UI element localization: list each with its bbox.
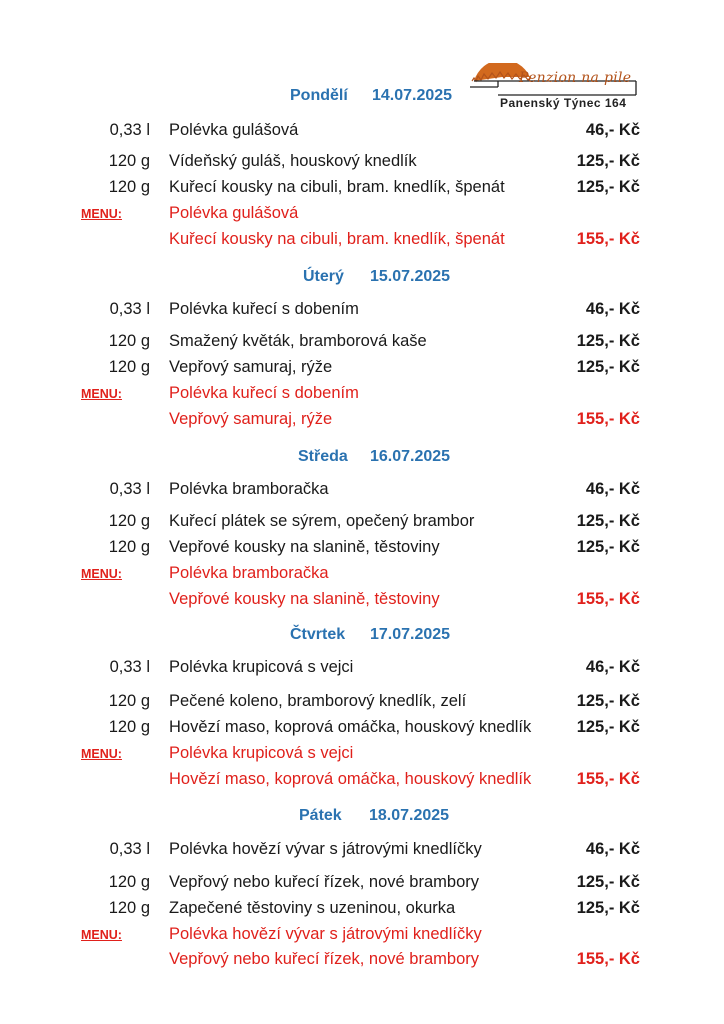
main-row (0, 332, 724, 356)
menu-soup: Polévka kuřecí s dobením (169, 384, 359, 402)
menu-soup-row (0, 564, 724, 588)
day-date: 14.07.2025 (372, 87, 453, 104)
main-row (0, 899, 724, 923)
menu-main: Kuřecí kousky na cibuli, bram. knedlík, špenát (169, 230, 505, 248)
main-qty: 120 g (108, 178, 150, 196)
soup-qty: 0,33 l (109, 121, 150, 139)
main-row (0, 178, 724, 202)
day-name: Pondělí (290, 87, 348, 104)
menu-soup: Polévka hovězí vývar s játrovými knedlíčky (169, 925, 482, 943)
menu-main-row (0, 770, 724, 794)
soup-row (0, 121, 724, 145)
main-qty: 120 g (108, 692, 150, 710)
logo-name: Penzion na pile (519, 70, 632, 86)
soup-name: Polévka krupicová s vejci (169, 658, 354, 676)
day-date: 18.07.2025 (369, 807, 450, 824)
main-row (0, 152, 724, 176)
soup-row (0, 840, 724, 864)
menu-main-row (0, 590, 724, 614)
soup-row (0, 658, 724, 682)
day-name: Středa (298, 448, 348, 465)
menu-soup: Polévka krupicová s vejci (169, 744, 354, 762)
main-row (0, 718, 724, 742)
day-name: Pátek (299, 807, 342, 824)
main-price: 125,- Kč (576, 358, 640, 376)
menu-main: Vepřové kousky na slanině, těstoviny (169, 590, 440, 608)
main-row (0, 538, 724, 562)
menu-price: 155,- Kč (576, 590, 640, 608)
main-qty: 120 g (108, 718, 150, 736)
main-qty: 120 g (108, 899, 150, 917)
menu-label: MENU: (81, 928, 122, 942)
menu-soup: Polévka gulášová (169, 204, 299, 222)
main-price: 125,- Kč (576, 512, 640, 530)
main-name: Vepřové kousky na slanině, těstoviny (169, 538, 440, 556)
main-name: Smažený květák, bramborová kaše (169, 332, 427, 350)
menu-label: MENU: (81, 387, 122, 401)
main-qty: 120 g (108, 512, 150, 530)
menu-price: 155,- Kč (576, 230, 640, 248)
main-qty: 120 g (108, 873, 150, 891)
main-name: Vídeňský guláš, houskový knedlík (169, 152, 417, 170)
main-price: 125,- Kč (576, 152, 640, 170)
main-qty: 120 g (108, 332, 150, 350)
main-qty: 120 g (108, 152, 150, 170)
menu-price: 155,- Kč (576, 770, 640, 788)
menu-main: Vepřový nebo kuřecí řízek, nové brambory (169, 950, 479, 968)
soup-qty: 0,33 l (109, 300, 150, 318)
day-date: 15.07.2025 (370, 268, 451, 285)
soup-price: 46,- Kč (585, 300, 640, 318)
menu-soup: Polévka bramboračka (169, 564, 329, 582)
main-qty: 120 g (108, 358, 150, 376)
soup-row (0, 300, 724, 324)
soup-price: 46,- Kč (585, 840, 640, 858)
menu-main-row (0, 410, 724, 434)
day-name: Úterý (303, 268, 344, 285)
main-name: Vepřový samuraj, rýže (169, 358, 333, 376)
soup-price: 46,- Kč (585, 121, 640, 139)
soup-price: 46,- Kč (585, 480, 640, 498)
main-name: Pečené koleno, bramborový knedlík, zelí (169, 692, 467, 710)
main-name: Vepřový nebo kuřecí řízek, nové brambory (169, 873, 479, 891)
main-row (0, 873, 724, 897)
main-name: Kuřecí plátek se sýrem, opečený brambor (169, 512, 475, 530)
menu-soup-row (0, 384, 724, 408)
menu-main-row (0, 950, 724, 974)
soup-name: Polévka kuřecí s dobením (169, 300, 359, 318)
main-name: Zapečené těstoviny s uzeninou, okurka (169, 899, 456, 917)
menu-soup-row (0, 744, 724, 768)
menu-main: Vepřový samuraj, rýže (169, 410, 333, 428)
main-qty: 120 g (108, 538, 150, 556)
main-price: 125,- Kč (576, 899, 640, 917)
soup-qty: 0,33 l (109, 480, 150, 498)
logo-address: Panenský Týnec 164 (500, 96, 627, 110)
menu-price: 155,- Kč (576, 410, 640, 428)
soup-row (0, 480, 724, 504)
main-name: Kuřecí kousky na cibuli, bram. knedlík, špenát (169, 178, 505, 196)
day-name: Čtvrtek (290, 626, 346, 643)
day-date: 16.07.2025 (370, 448, 451, 465)
main-row (0, 512, 724, 536)
main-price: 125,- Kč (576, 332, 640, 350)
day-date: 17.07.2025 (370, 626, 451, 643)
menu-label: MENU: (81, 747, 122, 761)
menu-soup-row (0, 204, 724, 228)
soup-qty: 0,33 l (109, 658, 150, 676)
main-price: 125,- Kč (576, 538, 640, 556)
main-price: 125,- Kč (576, 178, 640, 196)
menu-label: MENU: (81, 207, 122, 221)
main-row (0, 358, 724, 382)
menu-price: 155,- Kč (576, 950, 640, 968)
main-name: Hovězí maso, koprová omáčka, houskový knedlík (169, 718, 532, 736)
main-price: 125,- Kč (576, 718, 640, 736)
menu-label: MENU: (81, 567, 122, 581)
main-price: 125,- Kč (576, 873, 640, 891)
soup-qty: 0,33 l (109, 840, 150, 858)
menu-main-row (0, 230, 724, 254)
soup-name: Polévka gulášová (169, 121, 299, 139)
soup-name: Polévka hovězí vývar s játrovými knedlíčky (169, 840, 482, 858)
menu-main: Hovězí maso, koprová omáčka, houskový knedlík (169, 770, 532, 788)
soup-price: 46,- Kč (585, 658, 640, 676)
main-row (0, 692, 724, 716)
soup-name: Polévka bramboračka (169, 480, 329, 498)
menu-soup-row (0, 925, 724, 949)
main-price: 125,- Kč (576, 692, 640, 710)
